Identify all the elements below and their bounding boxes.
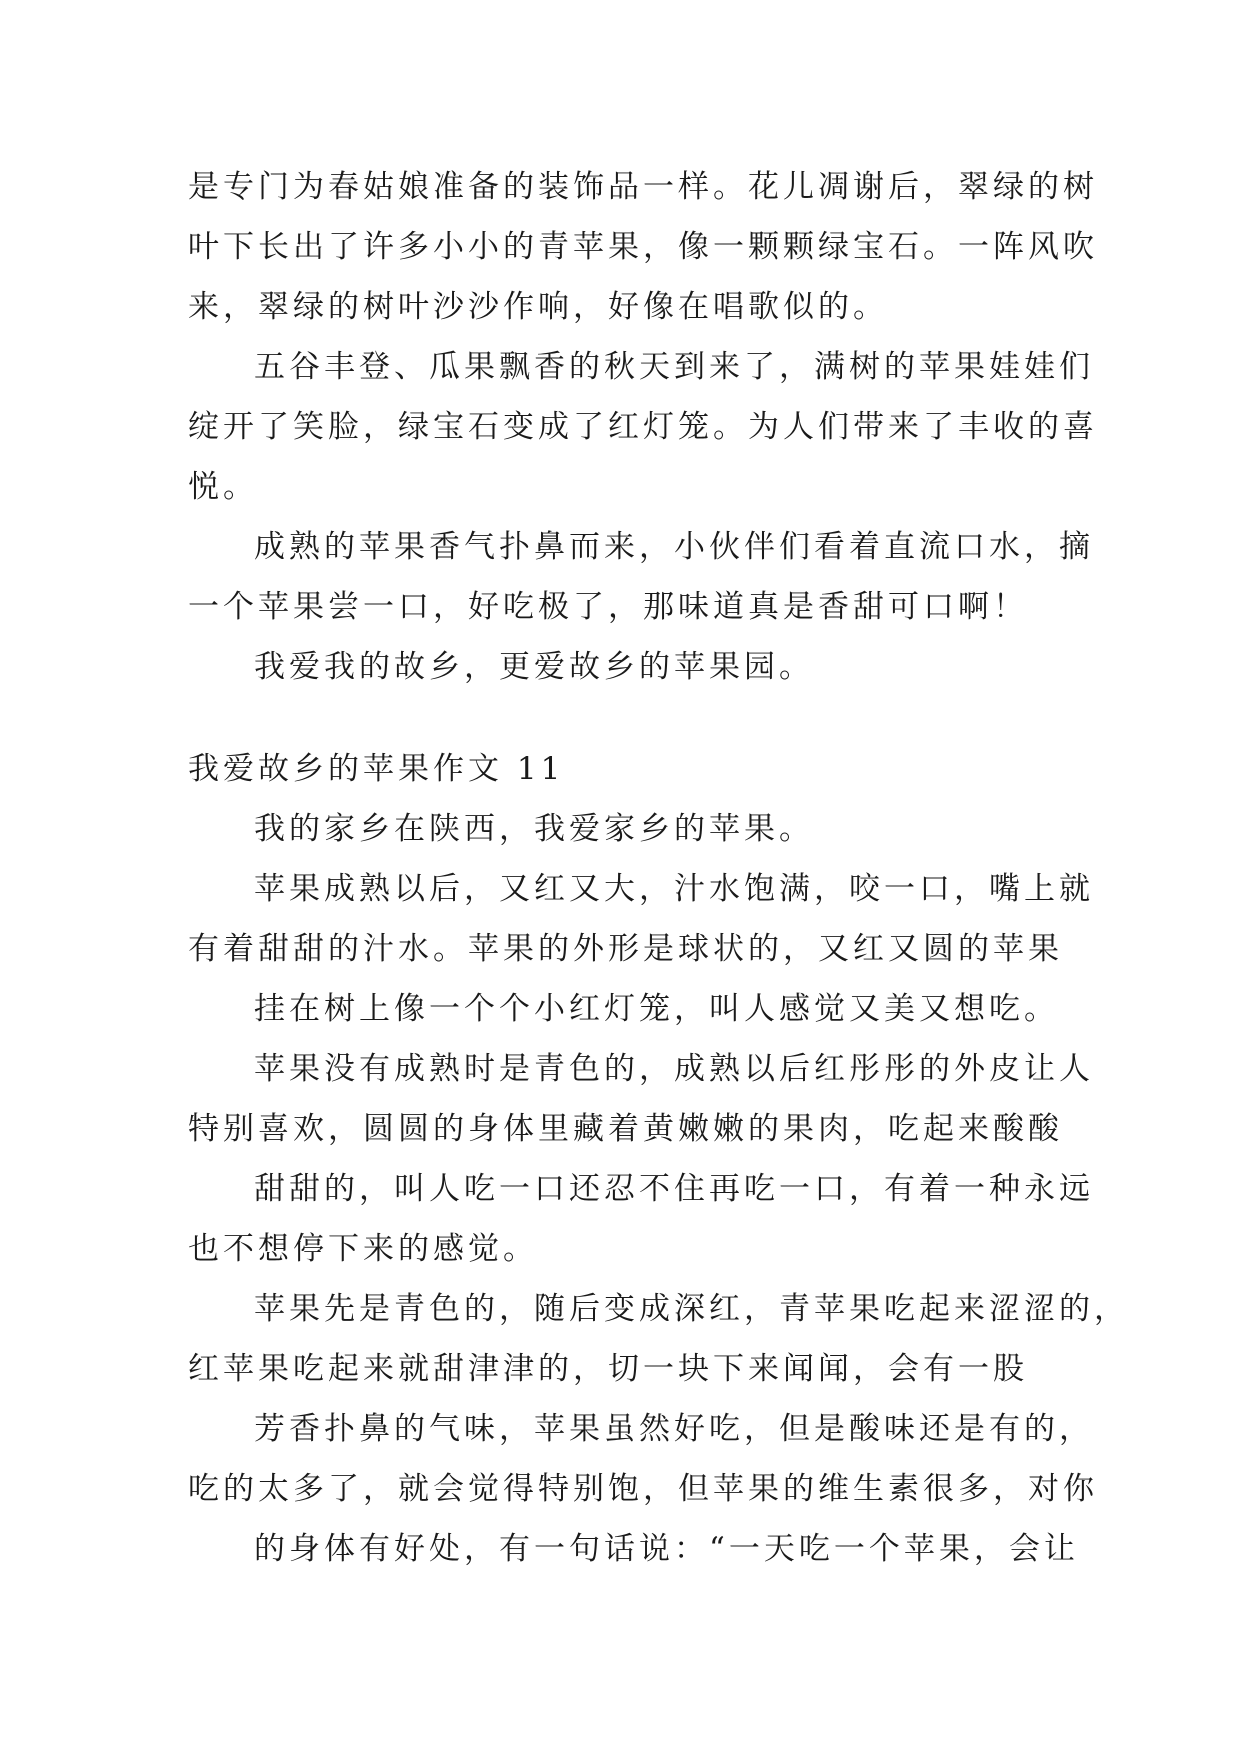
text-line: 我爱我的故乡，更爱故乡的苹果园。 (254, 649, 814, 685)
section-heading: 我爱故乡的苹果作文 11 (188, 751, 565, 787)
text-line: 的身体有好处，有一句话说：“一天吃一个苹果，会让 (254, 1531, 1079, 1567)
text-line: 绽开了笑脸，绿宝石变成了红灯笼。为人们带来了丰收的喜 (188, 409, 1098, 445)
text-line: 吃的太多了，就会觉得特别饱，但苹果的维生素很多，对你 (188, 1471, 1098, 1507)
text-line: 红苹果吃起来就甜津津的，切一块下来闻闻，会有一股 (188, 1351, 1028, 1387)
text-line: 芳香扑鼻的气味，苹果虽然好吃，但是酸味还是有的， (254, 1411, 1094, 1447)
text-line: 一个苹果尝一口，好吃极了，那味道真是香甜可口啊！ (188, 589, 1028, 625)
text-line: 成熟的苹果香气扑鼻而来，小伙伴们看着直流口水，摘 (254, 529, 1094, 565)
text-line: 特别喜欢，圆圆的身体里藏着黄嫩嫩的果肉，吃起来酸酸 (188, 1111, 1063, 1147)
text-line: 是专门为春姑娘准备的装饰品一样。花儿凋谢后，翠绿的树 (188, 169, 1098, 205)
text-line: 五谷丰登、瓜果飘香的秋天到来了，满树的苹果娃娃们 (254, 349, 1094, 385)
text-line: 苹果成熟以后，又红又大，汁水饱满，咬一口，嘴上就 (254, 871, 1094, 907)
text-line: 叶下长出了许多小小的青苹果，像一颗颗绿宝石。一阵风吹 (188, 229, 1098, 265)
text-line: 挂在树上像一个个小红灯笼，叫人感觉又美又想吃。 (254, 991, 1059, 1027)
text-line: 我的家乡在陕西，我爱家乡的苹果。 (254, 811, 814, 847)
text-line: 苹果没有成熟时是青色的，成熟以后红彤彤的外皮让人 (254, 1051, 1094, 1087)
text-line: 也不想停下来的感觉。 (188, 1231, 538, 1267)
text-line: 有着甜甜的汁水。苹果的外形是球状的，又红又圆的苹果 (188, 931, 1063, 967)
text-line: 甜甜的，叫人吃一口还忍不住再吃一口，有着一种永远 (254, 1171, 1094, 1207)
text-line: 悦。 (188, 469, 258, 505)
text-line: 苹果先是青色的，随后变成深红，青苹果吃起来涩涩的， (254, 1291, 1129, 1327)
text-line: 来，翠绿的树叶沙沙作响，好像在唱歌似的。 (188, 289, 888, 325)
